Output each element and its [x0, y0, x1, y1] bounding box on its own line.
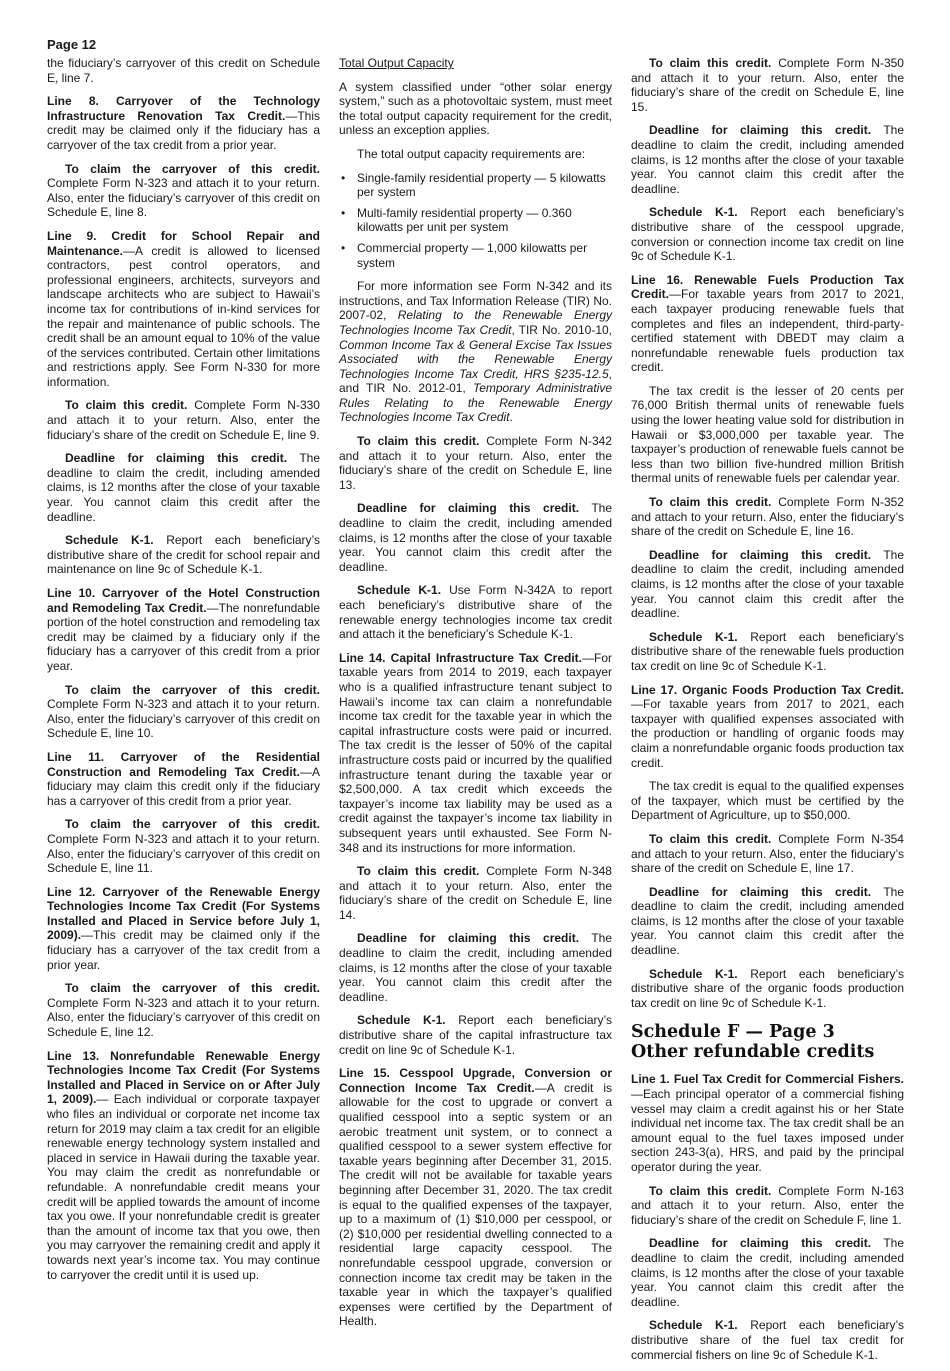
- line-14-claim: To claim this credit. Complete Form N-348 and attach it to your return. Also, enter the fiduciary’s share of the credit on Schedule E, line 14.: [339, 864, 612, 922]
- line-8-section: Line 8. Carryover of the Technology Infrastructure Renovation Tax Credit.—This credit may be claimed only if the fiduciary has a carryover of the tax credit from a prior year.: [47, 94, 320, 152]
- line-9-heading: Line 9. Credit for School Repair and Maintenance.: [47, 228, 320, 258]
- line-16-claim: To claim this credit. Complete Form N-352 and attach to your return. Also, enter the fiduciary’s share of the credit on Schedule E, line 16.: [631, 495, 904, 539]
- column-1: [47, 56, 320, 1291]
- line-9-section: Line 9. Credit for School Repair and Maintenance.—A credit is allowed to licensed contractors, pest control operators, and professional engineers, architects, surveyors and landscape architects who are subject to Hawaii’s income tax for contributions of in-kind services for the repair and maintenance of public schools. The credit shall be an amount equal to 10% of the value of the services contributed. Certain other limitations and restrictions apply. See Form N-330 for more information.: [47, 228, 320, 389]
- line-14-section: Line 14. Capital Infrastructure Tax Credit.—For taxable years from 2014 to 2019, each taxpayer who is a qualified infrastructure tenant subject to Hawaii’s income tax can claim a nonrefundable income tax credit for the taxable year in which the capital infrastructure costs were paid or incurred. The tax credit is the lesser of 50% of the capital infrastructure costs paid or incurred by the qualified infrastructure tenant during the taxable year or $2,500,000. A tax credit which exceeds the taxpayer’s income tax liability may be used as a credit against the taxpayer’s income tax liability in subsequent years until exhausted. See Form N-348 and its instructions for more information.: [339, 650, 612, 855]
- line-13-heading: Line 13. Nonrefundable Renewable Energy Technologies Income Tax Credit (For Systems Installed and Placed in Service on or After July 1, 2009).: [47, 1048, 320, 1107]
- schedule-f-line-1-deadline: Deadline for claiming this credit. The deadline to claim the credit, including amended claims, is 12 months after the close of your taxable year. You cannot claim this credit after the deadline.: [631, 1236, 905, 1309]
- line-16-heading: Line 16. Renewable Fuels Production Tax Credit.: [631, 272, 904, 302]
- line-17-k1: Schedule K-1. Report each beneficiary’s distributive share of the organic foods production tax credit on line 9c of Schedule K-1.: [631, 966, 904, 1010]
- line-16-deadline: Deadline for claiming this credit. The deadline to claim the credit, including amended claims, is 12 months after the close of your taxable year. You cannot claim this credit after the deadline.: [631, 547, 905, 621]
- paragraph: The tax credit is equal to the qualified expenses of the taxpayer, which must be certified by the Department of Agriculture, up to $50,000.: [631, 779, 904, 823]
- line-17-claim: To claim this credit. Complete Form N-354 and attach to your return. Also, enter the fiduciary’s share of the credit on Schedule E, line 17.: [631, 831, 904, 876]
- paragraph: The total output capacity requirements are:: [357, 146, 586, 161]
- list-item: • Commercial property — 1,000 kilowatts per system: [339, 241, 612, 270]
- line-10-claim: To claim the carryover of this credit. Complete Form N-323 and attach it to your return. Also, enter the fiduciary’s carryover of this credit on Schedule E, line 10.: [47, 682, 320, 741]
- line-13-section: Line 13. Nonrefundable Renewable Energy Technologies Income Tax Credit (For Systems Installed and Placed in Service on or After July 1, 2009).— Each individual or corporate taxpayer who files an individual or corporate net income tax return for 2019 may claim a tax credit for an eligible renewable energy technology system installed and placed in service in Hawaii during the taxable year. You may claim the credit as nonrefundable or refundable. A nonrefundable credit means your credit will be applied towards the amount of income tax you owe. If your nonrefundable credit is greater than the amount of income tax that you owe, then you may carryover the remaining credit and apply it towards next year’s income tax. You may continue to carryover the credit until it is used up.: [47, 1048, 320, 1282]
- schedule-f-line-1-section: Line 1. Fuel Tax Credit for Commercial Fishers.—Each principal operator of a commercial fishing vessel may claim a credit against his or her State individual net income tax. The tax credit shall be an amount equal to the fuel taxes imposed under section 243-3(a), HRS, and paid by the principal operator during the year.: [631, 1072, 904, 1174]
- line-12-section: Line 12. Carryover of the Renewable Energy Technologies Income Tax Credit (For Systems Installed and Placed in Service before July 1, 2009).—This credit may be claimed only if the fiduciary has a carryover of the tax credit from a prior year.: [47, 884, 320, 972]
- line-10-section: Line 10. Carryover of the Hotel Construction and Remodeling Tax Credit.—The nonrefundable portion of the hotel construction and remodeling tax credit may be claimed by a fiduciary only if the fiduciary has a carryover of this credit from a prior year.: [47, 586, 320, 673]
- total-output-capacity-heading: Total Output Capacity: [339, 56, 454, 70]
- line-10-heading: Line 10. Carryover of the Hotel Construction and Remodeling Tax Credit.: [47, 586, 320, 615]
- line-16-k1: Schedule K-1. Report each beneficiary’s distributive share of the renewable fuels production tax credit on line 9c of Schedule K-1.: [631, 629, 904, 673]
- line-13-claim: To claim this credit. Complete Form N-342 and attach it to your return. Also, enter the fiduciary’s share of the credit on Schedule E, line 13.: [339, 434, 612, 492]
- requirements-list: [339, 171, 612, 271]
- line-15-k1: Schedule K-1. Report each beneficiary’s distributive share of the cesspool upgrade, conversion or connection income tax credit on line 9c of Schedule K-1.: [631, 205, 904, 264]
- line-13-k1: Schedule K-1. Use Form N-342A to report each beneficiary’s distributive share of the renewable energy technologies income tax credit and attach it the beneficiary’s Schedule K-1.: [339, 583, 612, 642]
- line-11-section: Line 11. Carryover of the Residential Construction and Remodeling Tax Credit.—A fiduciary may claim this credit only if the fiduciary has a carryover of this credit from a prior year.: [47, 749, 320, 808]
- list-item: • Single-family residential property — 5 kilowatts per system: [339, 171, 612, 200]
- schedule-f-line-1-claim: To claim this credit. Complete Form N-163 and attach it to your return. Also, enter the fiduciary’s share of the credit on Schedule F, line 1.: [631, 1183, 904, 1227]
- more-information: For more information see Form N-342 and its instructions, and Tax Information Release (TIR) No. 2007-02, Relating to the Renewable Energy Technologies Income Tax Credit, TIR No. 2010-10, Common Income Tax & General Excise Tax Issues Associated with the Renewable Energy Technologies Income Tax Credit, HRS §235-12.5, and TIR No. 2012-01, Temporary Administrative Rules Relating to the Renewable Energy Technologies Income Tax Credit.: [339, 279, 613, 425]
- line-12-claim: To claim the carryover of this credit. Complete Form N-323 and attach it to your return. Also, enter the fiduciary’s carryover of this credit on Schedule E, line 12.: [47, 981, 320, 1040]
- line-13-deadline: Deadline for claiming this credit. The deadline to claim the credit, including amended claims, is 12 months after the close of your taxable year. You cannot claim this credit after the deadline.: [339, 501, 613, 574]
- line-15-claim: To claim this credit. Complete Form N-350 and attach it to your return. Also, enter the fiduciary’s share of the credit on Schedule E, line 15.: [631, 56, 904, 114]
- line-12-heading: Line 12. Carryover of the Renewable Energy Technologies Income Tax Credit (For Systems Installed and Placed in Service before July 1, 2009).: [47, 884, 320, 943]
- line-9-claim: To claim this credit. Complete Form N-330 and attach it to your return. Also, enter the fiduciary’s share of the credit on Schedule E, line 9.: [47, 398, 320, 442]
- line-17-section: Line 17. Organic Foods Production Tax Credit.—For taxable years from 2017 to 2021, each taxpayer with qualified expenses associated with the production or handling of organic foods may claim a nonrefundable organic foods production tax credit.: [631, 682, 904, 770]
- paragraph: A system classified under “other solar energy system,” such as a photovoltaic system, must meet the total output capacity requirement for the credit, unless an exception applies.: [339, 79, 612, 138]
- line-11-claim: To claim the carryover of this credit. Complete Form N-323 and attach it to your return. Also, enter the fiduciary’s carryover of this credit on Schedule E, line 11.: [47, 817, 320, 876]
- line-14-k1: Schedule K-1. Report each beneficiary’s distributive share of the capital infrastructure tax credit on line 9c of Schedule K-1.: [339, 1013, 612, 1057]
- paragraph: the fiduciary’s carryover of this credit on Schedule E, line 7.: [47, 56, 320, 85]
- line-8-heading: Line 8. Carryover of the Technology Infrastructure Renovation Tax Credit.: [47, 94, 320, 123]
- line-9-deadline: Deadline for claiming this credit. The deadline to claim the credit, including amended claims, is 12 months after the close of your taxable year. You cannot claim this credit after the deadline.: [47, 451, 321, 524]
- line-14-heading: Line 14. Capital Infrastructure Tax Credit.: [339, 650, 582, 665]
- line-15-deadline: Deadline for claiming this credit. The deadline to claim the credit, including amended claims, is 12 months after the close of your taxable year. You cannot claim this credit after the deadline.: [631, 123, 905, 196]
- column-3: [631, 56, 904, 1371]
- column-2: [339, 56, 612, 1338]
- schedule-f-line-1-k1: Schedule K-1. Report each beneficiary’s distributive share of the fuel tax credit for commercial fishers on line 9c of Schedule K-1.: [631, 1318, 904, 1362]
- line-15-section: Line 15. Cesspool Upgrade, Conversion or Connection Income Tax Credit.—A credit is allowable for the cost to upgrade or convert a qualified cesspool into a septic system or an aerobic treatment unit system, or to connect a qualified cesspool to a sewer system effective for taxable years beginning after December 31, 2015. The credit will not be available for taxable years beginning after December 31, 2020. The tax credit is equal to the qualified expenses of the taxpayer, up to a maximum of (1) $10,000 per cesspool, or (2) $10,000 per residential dwelling connected to a residential large capacity cesspool. The nonrefundable cesspool upgrade, conversion or connection income tax credit may be taken in the taxable year in which the taxpayer’s qualified expenses were certified by the Department of Health.: [339, 1066, 612, 1329]
- paragraph: The tax credit is the lesser of 20 cents per 76,000 British thermal units of renewable fuels using the lower heating value sold for distribution in Hawaii or $3,000,000 per taxable year. The taxpayer’s production of renewable fuels cannot be less than two billion five-hundred million British thermal units of renewable fuels per calendar year.: [631, 383, 904, 486]
- line-14-deadline: Deadline for claiming this credit. The deadline to claim the credit, including amended claims, is 12 months after the close of your taxable year. You cannot claim this credit after the deadline.: [339, 931, 613, 1004]
- line-8-claim: To claim the carryover of this credit. Complete Form N-323 and attach it to your return. Also, enter the fiduciary’s carryover of this credit on Schedule E, line 8.: [47, 161, 320, 220]
- line-15-heading: Line 15. Cesspool Upgrade, Conversion or Connection Income Tax Credit.: [339, 1066, 612, 1095]
- page-number: Page 12: [47, 37, 97, 52]
- list-item: • Multi-family residential property — 0.360 kilowatts per unit per system: [339, 206, 612, 235]
- line-11-heading: Line 11. Carryover of the Residential Construction and Remodeling Tax Credit.: [47, 749, 320, 779]
- line-16-section: Line 16. Renewable Fuels Production Tax Credit.—For taxable years from 2017 to 2021, each taxpayer producing renewable fuels that completes and files an independent, third-party-certified statement with DBEDT may claim a nonrefundable renewable fuels production tax credit.: [631, 272, 904, 375]
- schedule-f-heading: Schedule F — Page 3 Other refundable credits: [631, 1022, 875, 1063]
- line-17-heading: Line 17. Organic Foods Production Tax Credit.: [631, 682, 904, 697]
- line-17-deadline: Deadline for claiming this credit. The deadline to claim the credit, including amended claims, is 12 months after the close of your taxable year. You cannot claim this credit after the deadline.: [631, 884, 905, 958]
- schedule-f-line-1-heading: Line 1. Fuel Tax Credit for Commercial Fishers.: [631, 1072, 904, 1087]
- line-9-k1: Schedule K-1. Report each beneficiary’s distributive share of the credit for school repair and maintenance on line 9c of Schedule K-1.: [47, 533, 320, 577]
